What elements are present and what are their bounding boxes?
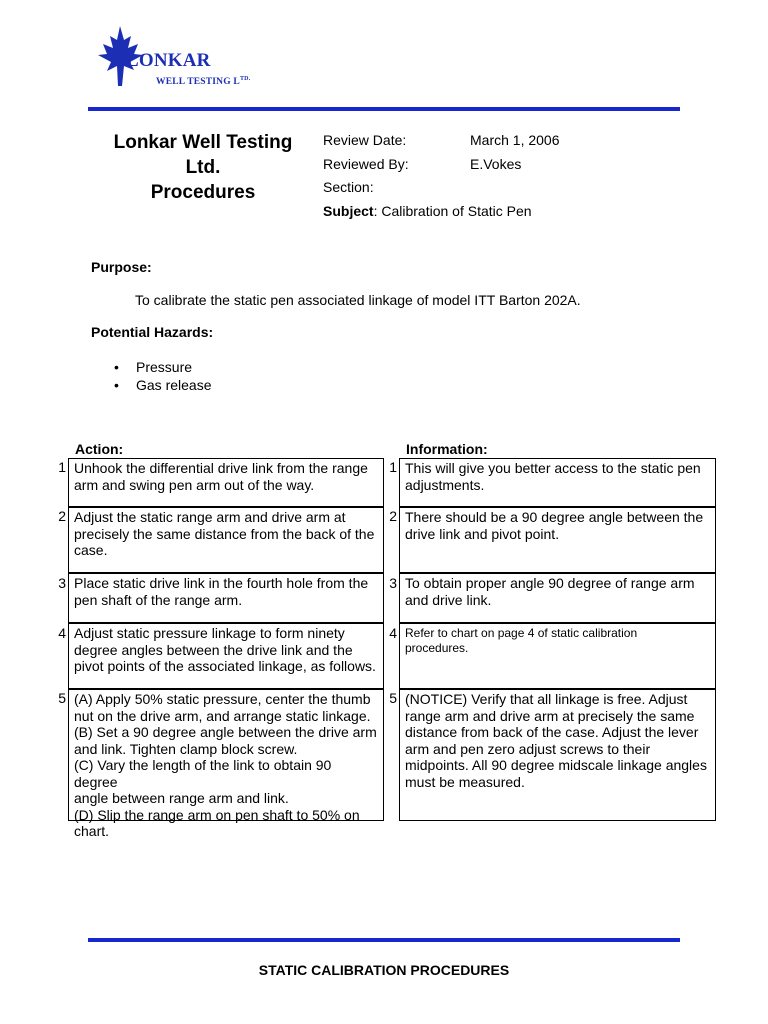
hazards-list: [114, 358, 211, 394]
row-number: 1: [58, 459, 66, 475]
footer-divider: [88, 938, 680, 942]
hazard-item: • Pressure: [114, 358, 211, 376]
row-number: 5: [389, 690, 397, 706]
action-cell: (A) Apply 50% static pressure, center the thumb nut on the drive arm, and arrange static linkage. (B) Set a 90 degree angle between the drive arm and link. Tighten clamp block screw. (C) Vary the length of the link to obtain 90 degree angle between range arm and link. (D) Slip the range arm on pen shaft to 50% on chart.: [68, 689, 384, 821]
action-heading: Action:: [75, 441, 124, 457]
info-cell: (NOTICE) Verify that all linkage is free. Adjust range arm and drive arm at precisely the same distance from back of the case. Adjust the lever arm and pen zero adjust screws to their midpoints. All 90 degree midscale linkage angles must be measured.: [399, 689, 716, 821]
purpose-heading: Purpose:: [91, 259, 152, 275]
action-cell: Adjust the static range arm and drive arm at precisely the same distance from the back of the case.: [68, 507, 384, 573]
row-number: 3: [389, 575, 397, 591]
review-date-value: March 1, 2006: [470, 132, 560, 148]
action-cell: Unhook the differential drive link from the range arm and swing pen arm out of the way.: [68, 458, 384, 507]
row-number: 4: [389, 625, 397, 641]
review-date-label: Review Date:: [323, 132, 407, 148]
hazards-heading: Potential Hazards:: [91, 324, 214, 340]
section-label: Section:: [323, 179, 374, 195]
company-title: Lonkar Well Testing Ltd. Procedures: [113, 132, 293, 203]
logo-name: LONKAR: [126, 50, 211, 71]
info-cell: To obtain proper angle 90 degree of range arm and drive link.: [399, 573, 716, 623]
row-number: 2: [389, 508, 397, 524]
reviewed-by-label: Reviewed By:: [323, 156, 409, 172]
action-cell: Place static drive link in the fourth hole from the pen shaft of the range arm.: [68, 573, 384, 623]
row-number: 5: [58, 690, 66, 706]
row-number: 3: [58, 575, 66, 591]
hazard-item: • Gas release: [114, 376, 211, 394]
row-number: 2: [58, 508, 66, 524]
subject-line: Subject: Calibration of Static Pen: [323, 203, 532, 219]
info-cell: There should be a 90 degree angle between the drive link and pivot point.: [399, 507, 716, 573]
company-logo: [86, 24, 406, 94]
row-number: 4: [58, 625, 66, 641]
row-number: 1: [389, 459, 397, 475]
footer-title: STATIC CALIBRATION PROCEDURES: [258, 962, 510, 978]
purpose-text: To calibrate the static pen associated linkage of model ITT Barton 202A.: [135, 292, 581, 308]
info-cell: Refer to chart on page 4 of static calibration procedures.: [399, 623, 716, 689]
action-cell: Adjust static pressure linkage to form ninety degree angles between the drive link and the pivot points of the associated linkage, as follows.: [68, 623, 384, 689]
info-cell: This will give you better access to the static pen adjustments.: [399, 458, 716, 507]
information-heading: Information:: [406, 441, 488, 457]
logo-subtitle: WELL TESTING $L^{TD.}$: [156, 76, 251, 88]
header-divider: [88, 107, 680, 111]
reviewed-by-value: E.Vokes: [470, 156, 522, 172]
